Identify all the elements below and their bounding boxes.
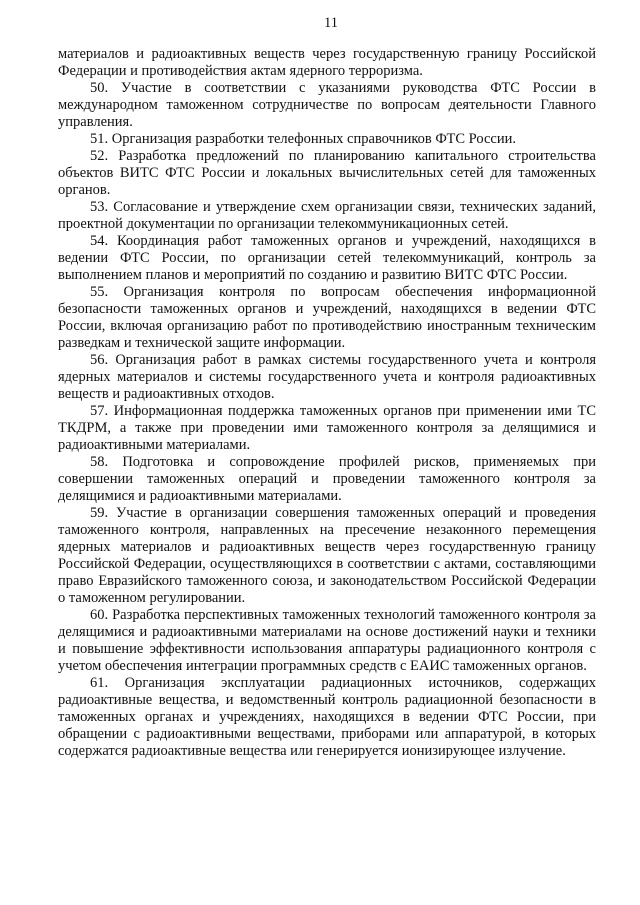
paragraph-58: 58. Подготовка и сопровождение профилей рисков, применяемых при совершении таможенных операций и проведении таможенного контроля за делящимися и радиоактивными материалами. — [58, 454, 596, 504]
paragraph-60: 60. Разработка перспективных таможенных технологий таможенного контроля за делящимися и радиоактивными материалами на основе достижений науки и техники и повышение эффективности использования аппаратуры радиационного контроля с учетом обеспечения интеграции программных средств с ЕАИС таможенных органов. — [58, 607, 596, 674]
paragraph-52: 52. Разработка предложений по планированию капитального строительства объектов ВИТС ФТС России и локальных вычислительных сетей для таможенных органов. — [58, 148, 596, 198]
paragraph-50: 50. Участие в соответствии с указаниями руководства ФТС России в международном таможенном сотрудничестве по вопросам деятельности Главного управления. — [58, 80, 596, 130]
paragraph-61: 61. Организация эксплуатации радиационных источников, содержащих радиоактивные вещества, и ведомственный контроль радиационной безопасности в таможенных органах и учреждениях, находящихся в ведении ФТС России, при обращении с радиоактивными веществами, приборами или аппаратурой, в которых содержатся радиоактивные вещества или генерируется ионизирующее излучение. — [58, 675, 596, 759]
document-body — [58, 46, 596, 760]
paragraph-53: 53. Согласование и утверждение схем организации связи, технических заданий, проектной документации по организации телекоммуникационных сетей. — [58, 199, 596, 232]
paragraph-56: 56. Организация работ в рамках системы государственного учета и контроля ядерных материалов и системы государственного учета и контроля радиоактивных веществ и радиоактивных отходов. — [58, 352, 596, 402]
paragraph-54: 54. Координация работ таможенных органов и учреждений, находящихся в ведении ФТС России, по организации сетей телекоммуникаций, контроль за выполнением планов и мероприятий по созданию и развитию ВИТС ФТС России. — [58, 233, 596, 283]
paragraph-57: 57. Информационная поддержка таможенных органов при применении ими ТС ТКДРМ, а также при проведении ими таможенного контроля за делящимися и радиоактивными материалами. — [58, 403, 596, 453]
page-number: 11 — [324, 15, 338, 31]
paragraph-51: 51. Организация разработки телефонных справочников ФТС России. — [90, 131, 516, 147]
document-page — [58, 15, 596, 760]
paragraph-55: 55. Организация контроля по вопросам обеспечения информационной безопасности таможенных органов и учреждений, находящихся в ведении ФТС России, включая организацию работ по противодействию иностранным техническим разведкам и технической защите информации. — [58, 284, 596, 351]
paragraph-continuation: материалов и радиоактивных веществ через государственную границу Российской Федерации и противодействия актам ядерного терроризма. — [58, 46, 596, 79]
paragraph-59: 59. Участие в организации совершения таможенных операций и проведения таможенного контроля, направленных на пресечение незаконного перемещения ядерных материалов и радиоактивных веществ через государственную границу Российской Федерации, осуществляющихся в соответствии с актами, составляющими право Евразийского таможенного союза, и законодательством Российской Федерации о таможенном регулировании. — [58, 505, 596, 606]
